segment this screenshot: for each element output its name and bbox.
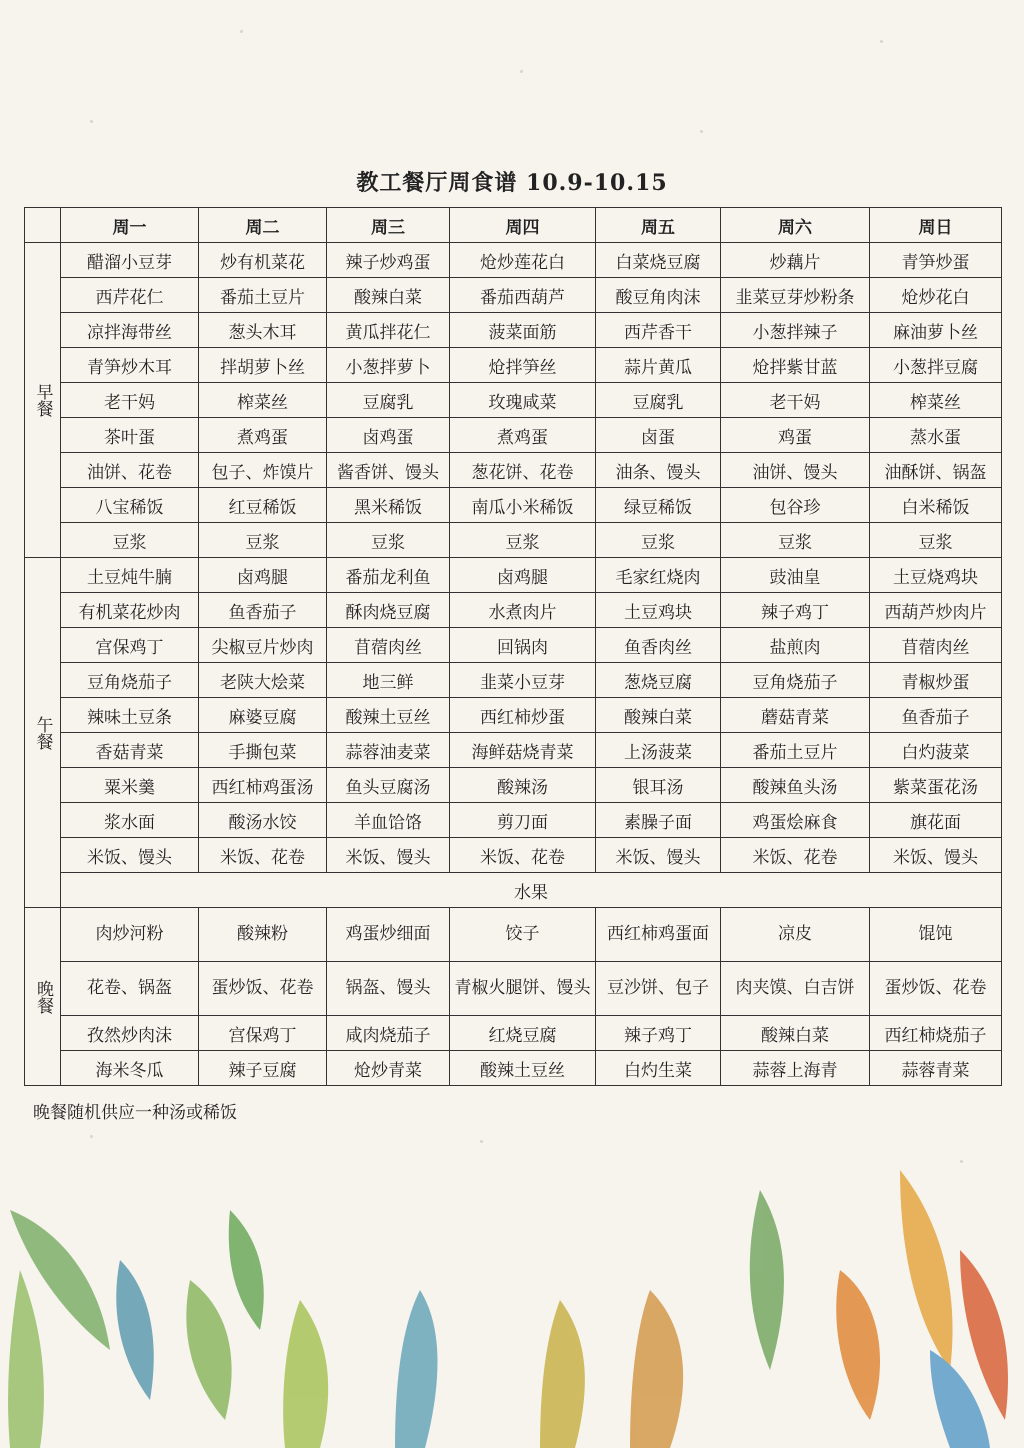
fruit-row	[25, 873, 1002, 908]
dish-cell: 炝炒青菜	[327, 1051, 450, 1086]
dish-cell: 炒藕片	[721, 243, 870, 278]
dish-cell: 豆浆	[61, 523, 199, 558]
day-header: 周三	[327, 208, 450, 243]
dish-cell: 酱香饼、馒头	[327, 453, 450, 488]
dish-cell: 米饭、馒头	[327, 838, 450, 873]
dish-cell: 酥肉烧豆腐	[327, 593, 450, 628]
dish-cell: 葱头木耳	[199, 313, 327, 348]
dish-cell: 西葫芦炒肉片	[870, 593, 1002, 628]
dish-cell: 豆浆	[450, 523, 596, 558]
dish-cell: 酸辣汤	[450, 768, 596, 803]
dish-cell: 旗花面	[870, 803, 1002, 838]
dish-cell: 辣子豆腐	[199, 1051, 327, 1086]
dish-cell: 炝拌笋丝	[450, 348, 596, 383]
breakfast-row	[25, 348, 1002, 383]
dish-cell: 黄瓜拌花仁	[327, 313, 450, 348]
dish-cell: 西红柿烧茄子	[870, 1016, 1002, 1051]
dish-cell: 馄饨	[870, 908, 1002, 962]
dish-cell: 羊血饸饹	[327, 803, 450, 838]
dish-cell: 蒜片黄瓜	[596, 348, 721, 383]
dish-cell: 酸豆角肉沫	[596, 278, 721, 313]
lunch-row	[25, 768, 1002, 803]
day-header: 周六	[721, 208, 870, 243]
dish-cell: 辣子炒鸡蛋	[327, 243, 450, 278]
dish-cell: 西芹花仁	[61, 278, 199, 313]
dish-cell: 土豆炖牛腩	[61, 558, 199, 593]
dish-cell: 辣味土豆条	[61, 698, 199, 733]
dish-cell: 饺子	[450, 908, 596, 962]
dish-cell: 豆角烧茄子	[721, 663, 870, 698]
weekly-menu-table	[24, 207, 1002, 1086]
dish-cell: 上汤菠菜	[596, 733, 721, 768]
dish-cell: 鱼香肉丝	[596, 628, 721, 663]
dish-cell: 豆浆	[870, 523, 1002, 558]
dish-cell: 小葱拌豆腐	[870, 348, 1002, 383]
dish-cell: 炝拌紫甘蓝	[721, 348, 870, 383]
breakfast-row	[25, 278, 1002, 313]
dish-cell: 豆腐乳	[596, 383, 721, 418]
dish-cell: 番茄西葫芦	[450, 278, 596, 313]
dish-cell: 酸汤水饺	[199, 803, 327, 838]
dish-cell: 卤鸡腿	[450, 558, 596, 593]
day-header: 周四	[450, 208, 596, 243]
dish-cell: 白灼生菜	[596, 1051, 721, 1086]
dish-cell: 尖椒豆片炒肉	[199, 628, 327, 663]
dish-cell: 浆水面	[61, 803, 199, 838]
dish-cell: 葱花饼、花卷	[450, 453, 596, 488]
dish-cell: 豆浆	[327, 523, 450, 558]
dish-cell: 手撕包菜	[199, 733, 327, 768]
lunch-row	[25, 593, 1002, 628]
dish-cell: 蛋炒饭、花卷	[870, 962, 1002, 1016]
dish-cell: 酸辣土豆丝	[327, 698, 450, 733]
leaf-decoration	[0, 1150, 1024, 1448]
dish-cell: 鱼香茄子	[199, 593, 327, 628]
dish-cell: 榨菜丝	[870, 383, 1002, 418]
dish-cell: 炒有机菜花	[199, 243, 327, 278]
dish-cell: 青笋炒蛋	[870, 243, 1002, 278]
lunch-row	[25, 733, 1002, 768]
dish-cell: 油饼、馒头	[721, 453, 870, 488]
dish-cell: 煮鸡蛋	[199, 418, 327, 453]
dish-cell: 盐煎肉	[721, 628, 870, 663]
dinner-row	[25, 908, 1002, 962]
lunch-row	[25, 663, 1002, 698]
dish-cell: 米饭、花卷	[450, 838, 596, 873]
day-header: 周日	[870, 208, 1002, 243]
dish-cell: 麻油萝卜丝	[870, 313, 1002, 348]
dish-cell: 鸡蛋烩麻食	[721, 803, 870, 838]
header-row	[25, 208, 1002, 243]
dish-cell: 水煮肉片	[450, 593, 596, 628]
dinner-row	[25, 1051, 1002, 1086]
lunch-row	[25, 558, 1002, 593]
dish-cell: 花卷、锅盔	[61, 962, 199, 1016]
dinner-row	[25, 1016, 1002, 1051]
dish-cell: 西芹香干	[596, 313, 721, 348]
dish-cell: 肉炒河粉	[61, 908, 199, 962]
dish-cell: 豆浆	[199, 523, 327, 558]
lunch-row	[25, 698, 1002, 733]
dish-cell: 麻婆豆腐	[199, 698, 327, 733]
dinner-label: 晚餐	[25, 908, 61, 1086]
dish-cell: 西红柿鸡蛋汤	[199, 768, 327, 803]
dish-cell: 八宝稀饭	[61, 488, 199, 523]
day-header: 周五	[596, 208, 721, 243]
dish-cell: 豆浆	[721, 523, 870, 558]
dish-cell: 豆腐乳	[327, 383, 450, 418]
dish-cell: 豆沙饼、包子	[596, 962, 721, 1016]
dish-cell: 炝炒花白	[870, 278, 1002, 313]
dish-cell: 地三鲜	[327, 663, 450, 698]
fruit-cell: 水果	[61, 873, 1002, 908]
corner-cell	[25, 208, 61, 243]
dish-cell: 酸辣白菜	[721, 1016, 870, 1051]
dish-cell: 老干妈	[61, 383, 199, 418]
dish-cell: 卤鸡腿	[199, 558, 327, 593]
dish-cell: 西红柿炒蛋	[450, 698, 596, 733]
dish-cell: 番茄龙利鱼	[327, 558, 450, 593]
dish-cell: 宫保鸡丁	[61, 628, 199, 663]
dish-cell: 蒜蓉油麦菜	[327, 733, 450, 768]
dish-cell: 小葱拌萝卜	[327, 348, 450, 383]
dish-cell: 蘑菇青菜	[721, 698, 870, 733]
dish-cell: 小葱拌辣子	[721, 313, 870, 348]
dish-cell: 茶叶蛋	[61, 418, 199, 453]
dish-cell: 酸辣白菜	[596, 698, 721, 733]
dish-cell: 西红柿鸡蛋面	[596, 908, 721, 962]
dish-cell: 米饭、馒头	[61, 838, 199, 873]
dish-cell: 包子、炸馍片	[199, 453, 327, 488]
dish-cell: 米饭、花卷	[199, 838, 327, 873]
dish-cell: 紫菜蛋花汤	[870, 768, 1002, 803]
dish-cell: 蒜蓉上海青	[721, 1051, 870, 1086]
dish-cell: 老陕大烩菜	[199, 663, 327, 698]
dish-cell: 苜蓿肉丝	[327, 628, 450, 663]
dish-cell: 豉油皇	[721, 558, 870, 593]
lunch-row	[25, 628, 1002, 663]
dish-cell: 白米稀饭	[870, 488, 1002, 523]
dish-cell: 红豆稀饭	[199, 488, 327, 523]
dish-cell: 豆浆	[596, 523, 721, 558]
dish-cell: 酸辣土豆丝	[450, 1051, 596, 1086]
dish-cell: 有机菜花炒肉	[61, 593, 199, 628]
dish-cell: 土豆烧鸡块	[870, 558, 1002, 593]
footnote: 晚餐随机供应一种汤或稀饭	[33, 1103, 237, 1123]
dish-cell: 豆角烧茄子	[61, 663, 199, 698]
dish-cell: 拌胡萝卜丝	[199, 348, 327, 383]
dish-cell: 粟米羹	[61, 768, 199, 803]
dish-cell: 宫保鸡丁	[199, 1016, 327, 1051]
dish-cell: 凉皮	[721, 908, 870, 962]
dish-cell: 凉拌海带丝	[61, 313, 199, 348]
dish-cell: 米饭、馒头	[596, 838, 721, 873]
dish-cell: 苜蓿肉丝	[870, 628, 1002, 663]
day-header: 周一	[61, 208, 199, 243]
dish-cell: 鱼头豆腐汤	[327, 768, 450, 803]
dish-cell: 鸡蛋	[721, 418, 870, 453]
breakfast-row	[25, 313, 1002, 348]
dish-cell: 素臊子面	[596, 803, 721, 838]
dish-cell: 油饼、花卷	[61, 453, 199, 488]
dish-cell: 煮鸡蛋	[450, 418, 596, 453]
breakfast-row	[25, 418, 1002, 453]
dish-cell: 孜然炒肉沫	[61, 1016, 199, 1051]
dish-cell: 韭菜豆芽炒粉条	[721, 278, 870, 313]
dish-cell: 海米冬瓜	[61, 1051, 199, 1086]
dish-cell: 白灼菠菜	[870, 733, 1002, 768]
dish-cell: 绿豆稀饭	[596, 488, 721, 523]
dish-cell: 南瓜小米稀饭	[450, 488, 596, 523]
dish-cell: 韭菜小豆芽	[450, 663, 596, 698]
dish-cell: 油酥饼、锅盔	[870, 453, 1002, 488]
dish-cell: 黑米稀饭	[327, 488, 450, 523]
breakfast-row	[25, 383, 1002, 418]
dish-cell: 香菇青菜	[61, 733, 199, 768]
dish-cell: 酸辣白菜	[327, 278, 450, 313]
dish-cell: 玫瑰咸菜	[450, 383, 596, 418]
breakfast-row	[25, 453, 1002, 488]
dish-cell: 酸辣粉	[199, 908, 327, 962]
dish-cell: 辣子鸡丁	[596, 1016, 721, 1051]
dish-cell: 包谷珍	[721, 488, 870, 523]
dish-cell: 银耳汤	[596, 768, 721, 803]
dish-cell: 油条、馒头	[596, 453, 721, 488]
dish-cell: 青椒炒蛋	[870, 663, 1002, 698]
dish-cell: 海鲜菇烧青菜	[450, 733, 596, 768]
dish-cell: 红烧豆腐	[450, 1016, 596, 1051]
dish-cell: 锅盔、馒头	[327, 962, 450, 1016]
dish-cell: 毛家红烧肉	[596, 558, 721, 593]
dish-cell: 卤鸡蛋	[327, 418, 450, 453]
breakfast-row	[25, 243, 1002, 278]
dish-cell: 回锅肉	[450, 628, 596, 663]
dish-cell: 老干妈	[721, 383, 870, 418]
dish-cell: 辣子鸡丁	[721, 593, 870, 628]
dish-cell: 肉夹馍、白吉饼	[721, 962, 870, 1016]
dish-cell: 蒸水蛋	[870, 418, 1002, 453]
dish-cell: 青椒火腿饼、馒头	[450, 962, 596, 1016]
dish-cell: 米饭、馒头	[870, 838, 1002, 873]
dish-cell: 醋溜小豆芽	[61, 243, 199, 278]
breakfast-row	[25, 523, 1002, 558]
day-header: 周二	[199, 208, 327, 243]
dish-cell: 蒜蓉青菜	[870, 1051, 1002, 1086]
dish-cell: 菠菜面筋	[450, 313, 596, 348]
dish-cell: 酸辣鱼头汤	[721, 768, 870, 803]
lunch-row	[25, 838, 1002, 873]
dish-cell: 炝炒莲花白	[450, 243, 596, 278]
dish-cell: 蛋炒饭、花卷	[199, 962, 327, 1016]
dish-cell: 番茄土豆片	[199, 278, 327, 313]
lunch-label: 午餐	[25, 558, 61, 908]
dish-cell: 土豆鸡块	[596, 593, 721, 628]
dish-cell: 番茄土豆片	[721, 733, 870, 768]
dish-cell: 卤蛋	[596, 418, 721, 453]
dish-cell: 青笋炒木耳	[61, 348, 199, 383]
dish-cell: 咸肉烧茄子	[327, 1016, 450, 1051]
page-title: 教工餐厅周食谱 10.9-10.15	[356, 170, 668, 196]
dish-cell: 鱼香茄子	[870, 698, 1002, 733]
dish-cell: 白菜烧豆腐	[596, 243, 721, 278]
lunch-row	[25, 803, 1002, 838]
breakfast-label: 早餐	[25, 243, 61, 558]
dish-cell: 榨菜丝	[199, 383, 327, 418]
breakfast-row	[25, 488, 1002, 523]
dish-cell: 葱烧豆腐	[596, 663, 721, 698]
dinner-row	[25, 962, 1002, 1016]
dish-cell: 鸡蛋炒细面	[327, 908, 450, 962]
dish-cell: 剪刀面	[450, 803, 596, 838]
dish-cell: 米饭、花卷	[721, 838, 870, 873]
